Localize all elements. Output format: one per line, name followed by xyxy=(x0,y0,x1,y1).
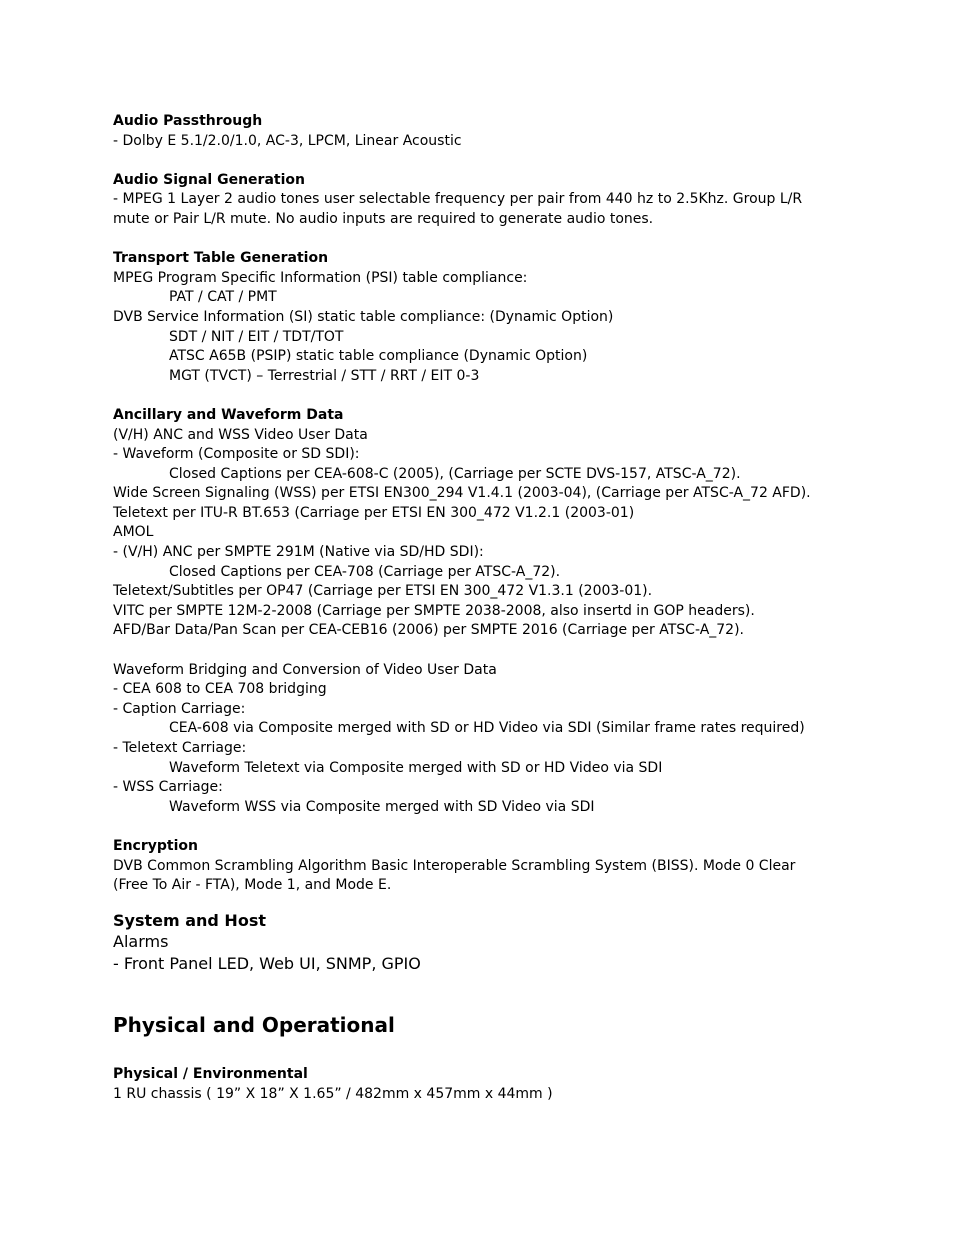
ancillary-heading: Ancillary and Waveform Data xyxy=(113,406,344,423)
ancillary-line: AMOL xyxy=(113,524,154,541)
audio-signal-generation-heading: Audio Signal Generation xyxy=(113,171,305,188)
ancillary-line: AFD/Bar Data/Pan Scan per CEA-CEB16 (2006) per SMPTE 2016 (Carriage per ATSC-A_72). xyxy=(113,622,745,639)
bridging-line: - CEA 608 to CEA 708 bridging xyxy=(113,681,327,698)
audio-signal-generation-text-1: - MPEG 1 Layer 2 audio tones user selectable frequency per pair from 440 hz to 2.5Khz. Group L/R xyxy=(113,191,803,208)
transport-table-text: MGT (TVCT) – Terrestrial / STT / RRT / EIT 0-3 xyxy=(169,367,480,384)
ancillary-line: VITC per SMPTE 12M-2-2008 (Carriage per SMPTE 2038-2008, also insertd in GOP headers). xyxy=(113,602,755,619)
transport-table-text: SDT / NIT / EIT / TDT/TOT xyxy=(169,328,344,345)
ancillary-line: - (V/H) ANC per SMPTE 291M (Native via SD/HD SDI): xyxy=(113,544,484,561)
physical-environmental-heading: Physical / Environmental xyxy=(113,1066,308,1083)
bridging-line: CEA-608 via Composite merged with SD or HD Video via SDI (Similar frame rates required) xyxy=(169,720,805,737)
encryption-text-1: DVB Common Scrambling Algorithm Basic Interoperable Scrambling System (BISS). Mode 0 Clear xyxy=(113,857,796,874)
bridging-line: - Teletext Carriage: xyxy=(113,740,247,756)
transport-table-text: PAT / CAT / PMT xyxy=(169,289,277,306)
system-host-text-1: Alarms xyxy=(113,932,169,952)
bridging-line: - Caption Carriage: xyxy=(113,700,246,717)
system-host-heading: System and Host xyxy=(113,910,266,930)
audio-signal-generation-text-2: mute or Pair L/R mute. No audio inputs are required to generate audio tones. xyxy=(113,210,654,227)
bridging-line: - WSS Carriage: xyxy=(113,779,223,796)
ancillary-line: Closed Captions per CEA-708 (Carriage per ATSC-A_72). xyxy=(169,563,561,580)
audio-passthrough-text: - Dolby E 5.1/2.0/1.0, AC-3, LPCM, Linear Acoustic xyxy=(113,132,462,149)
ancillary-line: Closed Captions per CEA-608-C (2005), (Carriage per SCTE DVS-157, ATSC-A_72). xyxy=(169,465,741,482)
transport-table-text: MPEG Program Specific Information (PSI) table compliance: xyxy=(113,269,528,286)
ancillary-line: - Waveform (Composite or SD SDI): xyxy=(113,446,360,463)
audio-passthrough-heading: Audio Passthrough xyxy=(113,113,263,129)
document-page xyxy=(113,112,873,1104)
encryption-text-2: (Free To Air - FTA), Mode 1, and Mode E. xyxy=(113,877,392,894)
ancillary-line: Teletext/Subtitles per OP47 (Carriage per ETSI EN 300_472 V1.3.1 (2003-01). xyxy=(113,583,653,600)
bridging-line: Waveform Bridging and Conversion of Video User Data xyxy=(113,661,497,678)
system-host-text-2: - Front Panel LED, Web UI, SNMP, GPIO xyxy=(113,953,421,973)
transport-table-heading: Transport Table Generation xyxy=(113,250,329,267)
ancillary-line: Teletext per ITU-R BT.653 (Carriage per ETSI EN 300_472 V1.2.1 (2003-01) xyxy=(113,504,635,521)
bridging-line: Waveform Teletext via Composite merged with SD or HD Video via SDI xyxy=(169,759,663,776)
transport-table-text: ATSC A65B (PSIP) static table compliance (Dynamic Option) xyxy=(169,348,588,365)
physical-environmental-text: 1 RU chassis ( 19” X 18” X 1.65” / 482mm x 457mm x 44mm ) xyxy=(113,1085,553,1102)
ancillary-line: Wide Screen Signaling (WSS) per ETSI EN300_294 V1.4.1 (2003-04), (Carriage per ATSC-A_72 AFD). xyxy=(113,485,811,502)
encryption-heading: Encryption xyxy=(113,837,198,854)
physical-operational-title: Physical and Operational xyxy=(113,1013,395,1038)
ancillary-line: (V/H) ANC and WSS Video User Data xyxy=(113,426,368,443)
transport-table-text: DVB Service Information (SI) static table compliance: (Dynamic Option) xyxy=(113,308,614,325)
bridging-line: Waveform WSS via Composite merged with SD Video via SDI xyxy=(169,798,595,815)
